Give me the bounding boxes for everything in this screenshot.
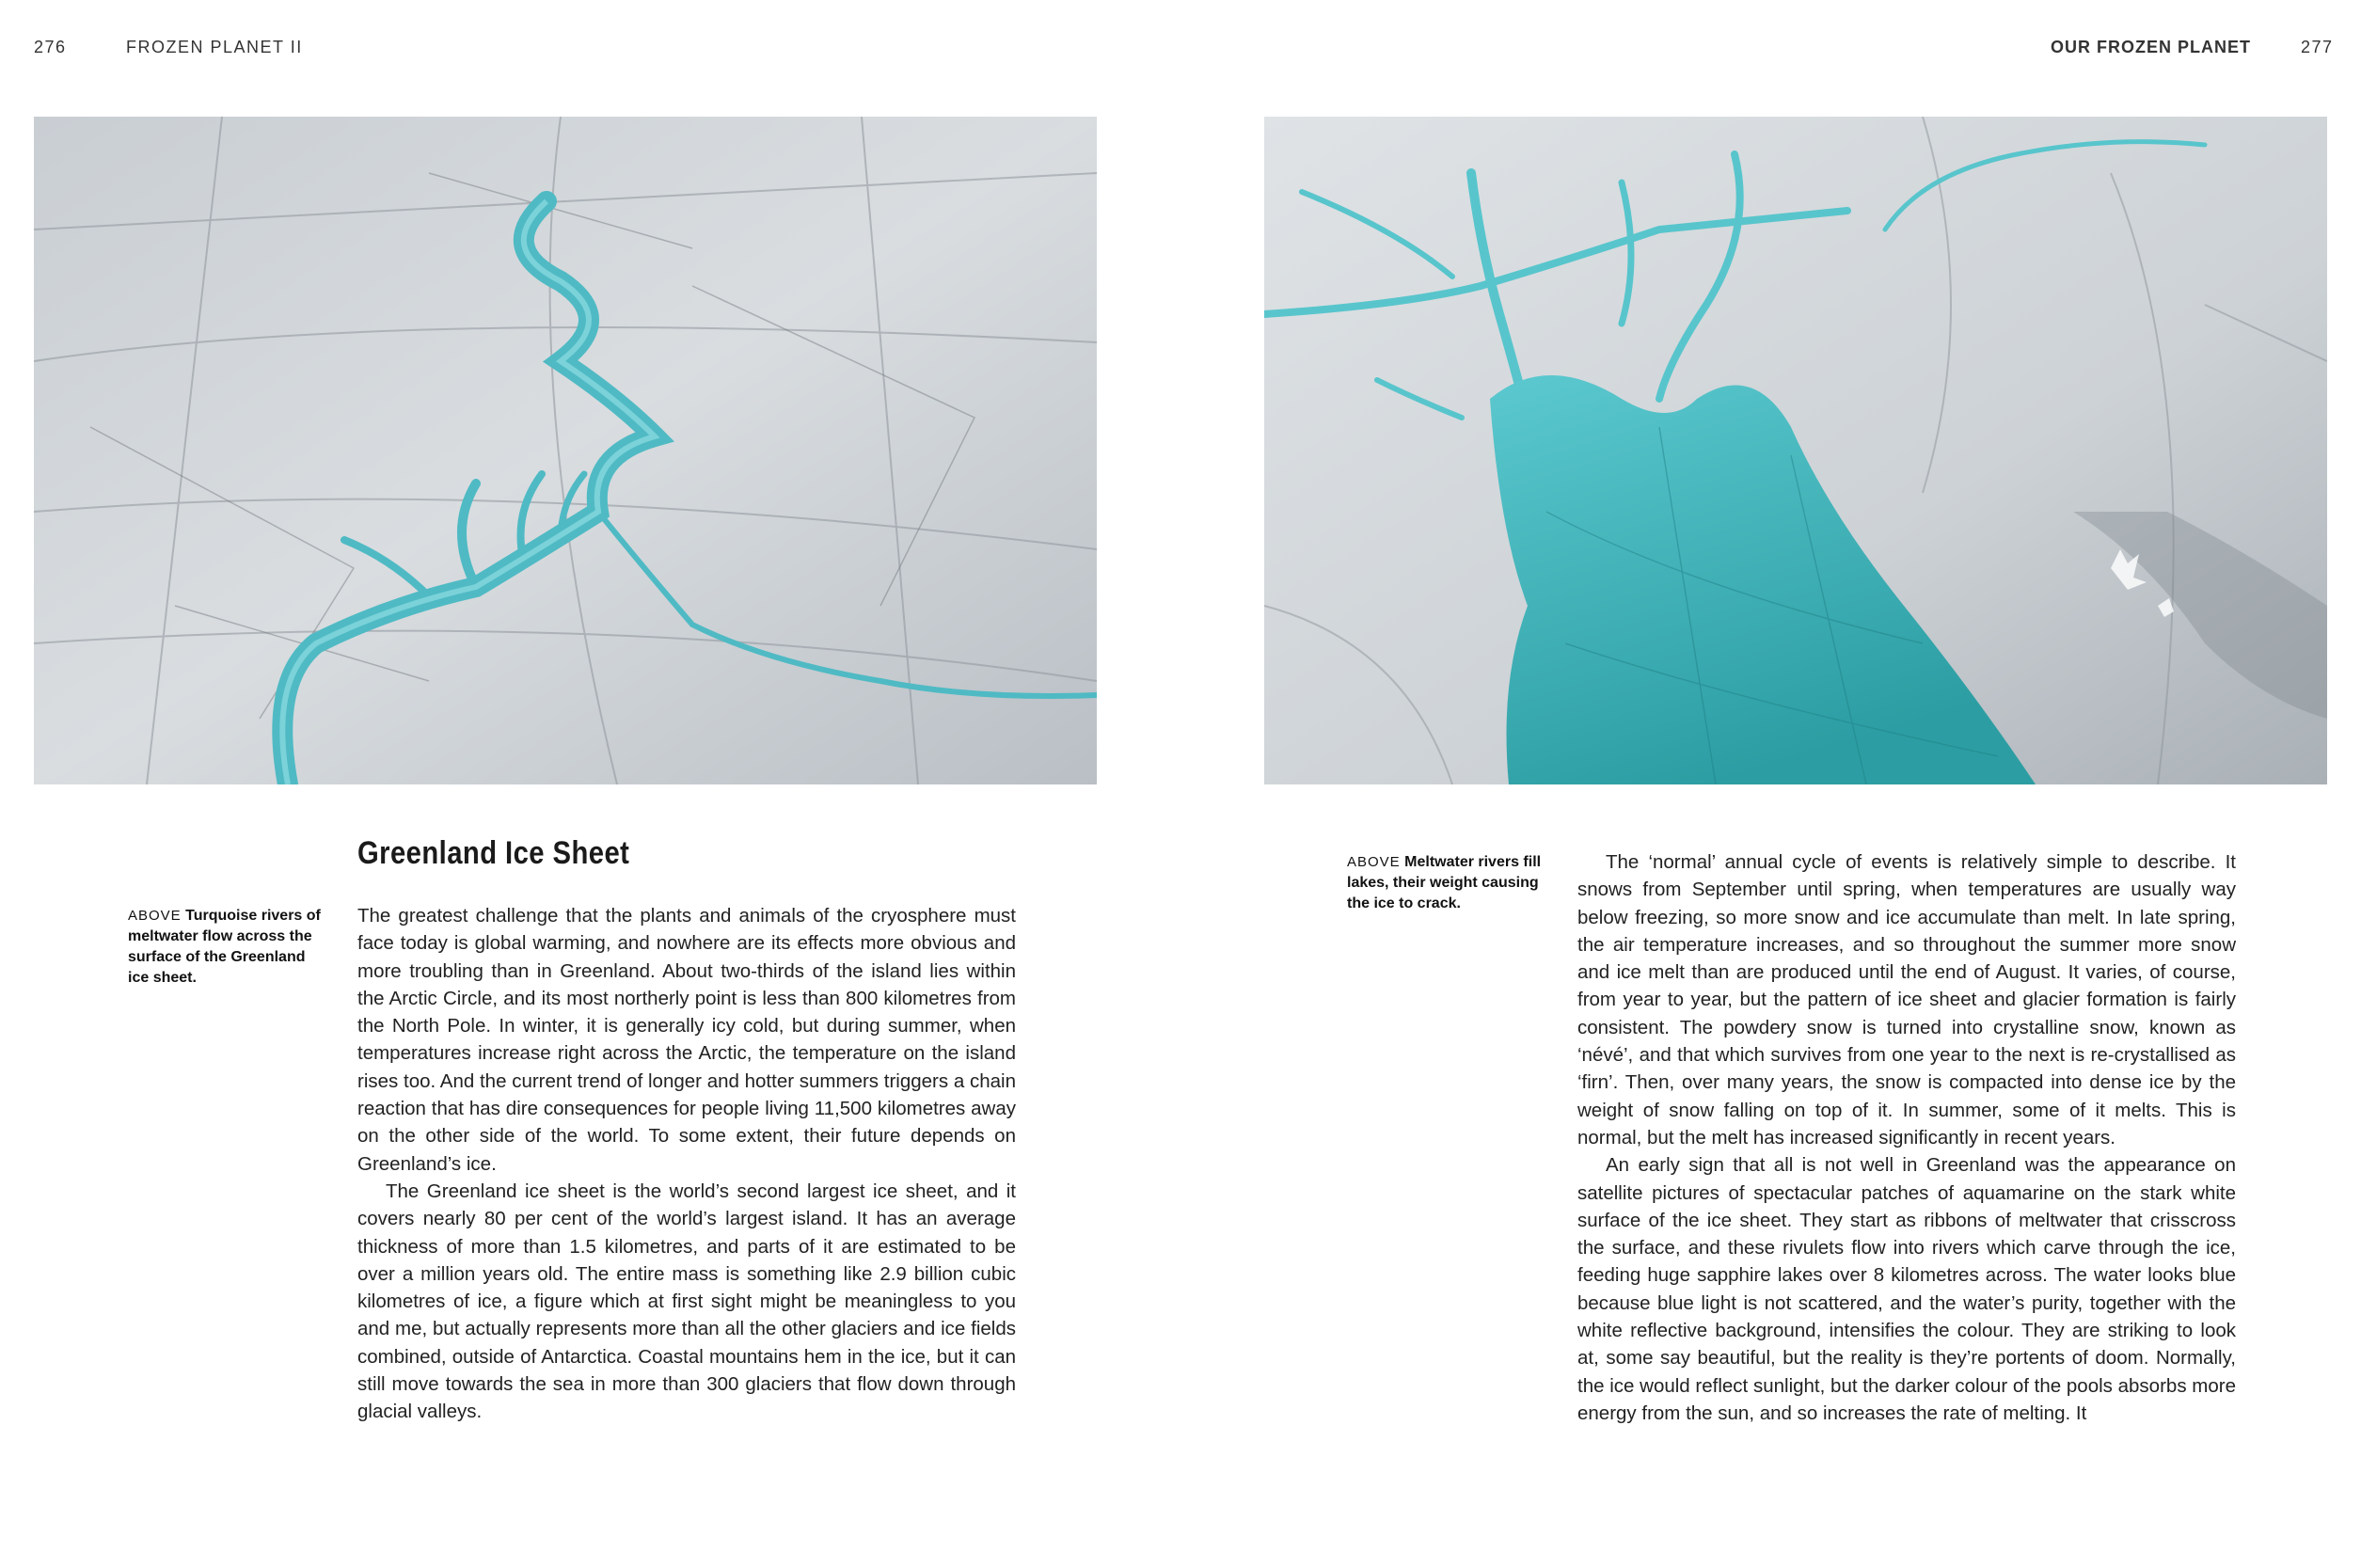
- left-body-text: [357, 902, 1016, 1426]
- body-paragraph: The ‘normal’ annual cycle of events is relatively simple to describe. It snows from September until spring, when temperatures are usually way below freezing, so more snow and ice accumulate than melt. In late spring, the air temperature increases, and so throughout the summer more snow and ice melt than are produced until the end of August. It varies, of course, from year to year, but the pattern of ice sheet and glacier formation is fairly consistent. The powdery snow is turned into crystalline snow, known as ‘névé’, and that which survives from one year to the next is re-crystallised as ‘firn’. Then, over many years, the snow is compacted into dense ice by the weight of snow falling on top of it. In summer, some of it melts. This is normal, but the melt has increased significantly in recent years.: [1577, 851, 2236, 1148]
- section-heading: Greenland Ice Sheet: [357, 835, 630, 871]
- caption-text: Meltwater rivers fill lakes, their weight causing the ice to crack.: [1347, 854, 1542, 911]
- body-paragraph: The greatest challenge that the plants and animals of the cryosphere must face today is global warming, and nowhere are its effects more obvious and more troubling than in Greenland. About two-thirds of the island lies within the Arctic Circle, and its most northerly point is less than 800 kilometres from the North Pole. In winter, it is generally icy cold, but during summer, when temperatures increase right across the Arctic, the temperature on the island rises too. And the current trend of longer and hotter summers triggers a chain reaction that has dire consequences for people living 11,500 kilometres away on the other side of the world. To some extent, their future depends on Greenland’s ice.: [357, 905, 1016, 1175]
- photo-meltwater-lake: [1264, 117, 2327, 784]
- left-caption: [128, 906, 325, 989]
- right-body-text: [1577, 848, 2236, 1427]
- right-caption: [1347, 852, 1545, 914]
- body-paragraph: An early sign that all is not well in Greenland was the appearance on satellite pictures of spectacular patches of aquamarine on the stark white surface of the ice sheet. They start as ribbons of meltwater that crisscross the surface, and these rivulets flow into rivers which carve through the ice, feeding huge sapphire lakes over 8 kilometres across. The water looks blue because blue light is not scattered, and the water’s purity, together with the white reflective background, intensifies the colour. They are striking to look at, some say beautiful, but the reality is they’re portents of doom. Normally, the ice would reflect sunlight, but the darker colour of the pools absorbs more energy from the sun, and so increases the rate of melting. It: [1577, 1154, 2236, 1424]
- right-page-number: 277: [2301, 38, 2334, 56]
- caption-tag: ABOVE: [128, 908, 182, 924]
- caption-text: Turquoise rivers of meltwater flow across the surface of the Greenland ice sheet.: [128, 908, 321, 986]
- body-paragraph: The Greenland ice sheet is the world’s second largest ice sheet, and it covers nearly 80 per cent of the world’s largest island. It has an average thickness of more than 1.5 kilometres, and parts of it are estimated to be over a million years old. The entire mass is something like 2.9 billion cubic kilometres of ice, a figure which at first sight might be meaningless to you and me, but actually represents more than all the other glaciers and ice fields combined, outside of Antarctica. Coastal mountains hem in the ice, but it can still move towards the sea in more than 300 glaciers that flow down through glacial valleys.: [357, 1180, 1016, 1423]
- left-running-title: FROZEN PLANET II: [126, 38, 303, 56]
- right-running-title: OUR FROZEN PLANET: [2051, 38, 2251, 56]
- left-page-number: 276: [34, 38, 67, 56]
- caption-tag: ABOVE: [1347, 854, 1401, 870]
- photo-turquoise-rivers: [34, 117, 1097, 784]
